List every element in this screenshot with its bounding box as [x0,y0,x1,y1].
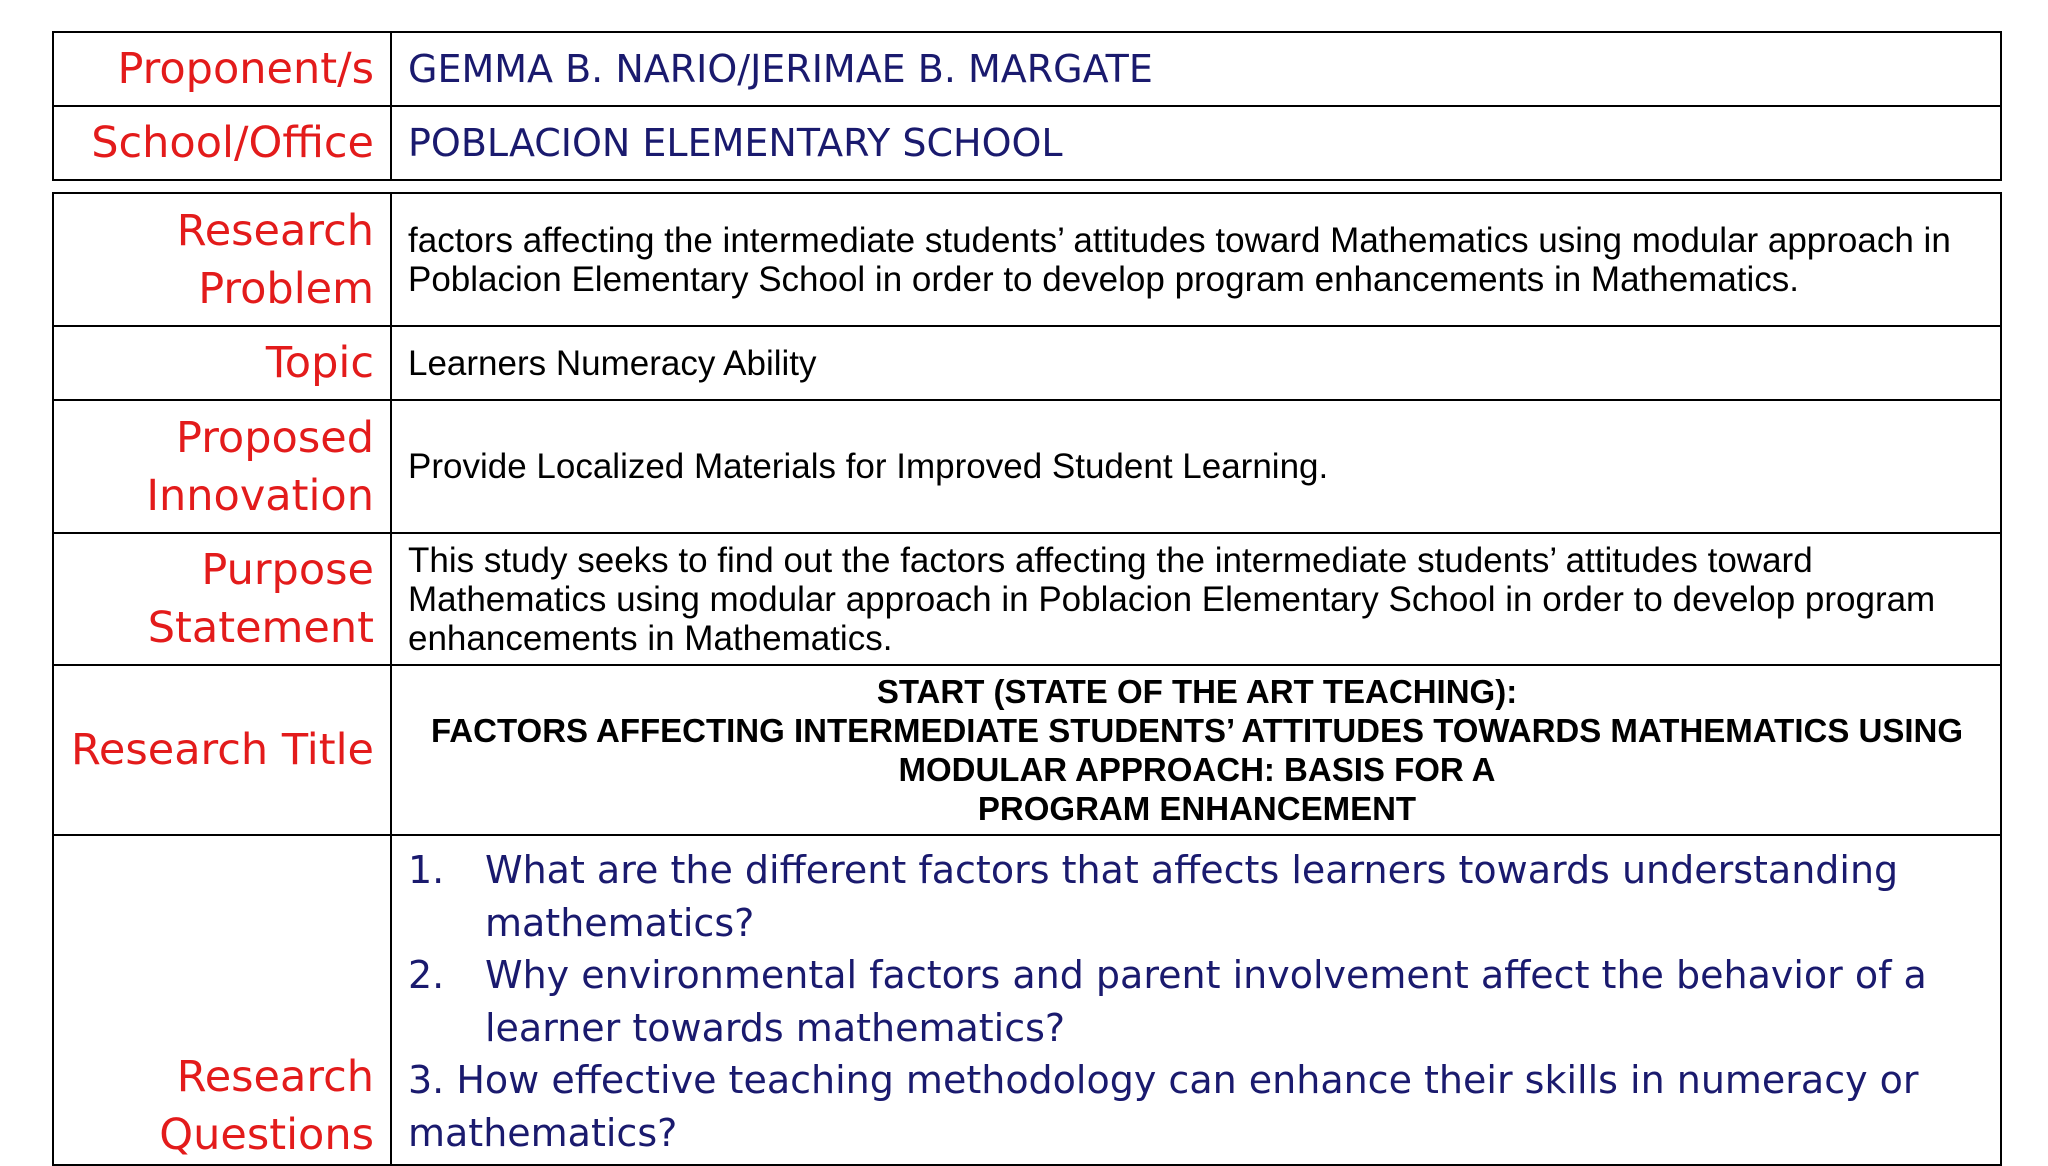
innovation-label [53,400,391,533]
research-questions-label-line1: Research [176,1052,374,1102]
research-problem-label-line1: Research [176,205,374,256]
proponent-info-table [52,31,2002,181]
research-title-line3: MODULAR APPROACH: BASIS FOR A [898,751,1496,788]
research-question-number: 2. [408,953,445,997]
research-problem-label-line2: Problem [198,263,374,314]
research-questions-row [53,835,2001,1165]
purpose-row [53,533,2001,665]
research-question-number: 1. [408,848,445,892]
research-question-item [408,949,1986,1054]
research-problem-row [53,193,2001,326]
research-question-item [408,844,1986,949]
innovation-value: Provide Localized Materials for Improved Student Learning. [391,400,2001,533]
proponents-label: Proponent/s [53,32,391,106]
topic-label: Topic [53,326,391,400]
purpose-value: This study seeks to find out the factors affecting the intermediate students’ attitudes toward Mathematics using modular approach in Poblacion Elementary School in order to develop program enhancements in Mathematics. [391,533,2001,665]
research-questions-value [391,835,2001,1165]
research-title-line4: PROGRAM ENHANCEMENT [977,790,1417,827]
research-title-row [53,665,2001,835]
purpose-label-line2: Statement [147,603,374,653]
school-label: School/Office [53,106,391,180]
topic-row [53,326,2001,400]
research-question-text: What are the different factors that affects learners towards understanding mathematics? [485,848,1899,945]
research-question-text: Why environmental factors and parent involvement affect the behavior of a learner towards mathematics? [485,953,1927,1050]
innovation-label-line1: Proposed [176,412,374,463]
research-title-value [391,665,2001,835]
research-question-3: 3. How effective teaching methodology can enhance their skills in numeracy or mathematics? [408,1058,1919,1155]
research-title-line1: START (STATE OF THE ART TEACHING): [876,673,1518,710]
research-title-line2: FACTORS AFFECTING INTERMEDIATE STUDENTS’ ATTITUDES TOWARDS MATHEMATICS USING [430,712,1964,749]
school-row [53,106,2001,180]
proponents-row [53,32,2001,106]
research-problem-value: factors affecting the intermediate students’ attitudes toward Mathematics using modular approach in Poblacion Elementary School in order to develop program enhancements in Mathematics. [391,193,2001,326]
topic-value: Learners Numeracy Ability [391,326,2001,400]
purpose-label [53,533,391,665]
purpose-label-line1: Purpose [201,545,374,595]
research-problem-label [53,193,391,326]
research-title-label: Research Title [53,665,391,835]
research-questions-label [53,835,391,1165]
proponents-value: GEMMA B. NARIO/JERIMAE B. MARGATE [391,32,2001,106]
school-value: POBLACION ELEMENTARY SCHOOL [391,106,2001,180]
research-questions-label-line2: Questions [159,1110,374,1160]
innovation-label-line2: Innovation [146,470,374,521]
research-details-table [52,192,2002,1166]
innovation-row [53,400,2001,533]
